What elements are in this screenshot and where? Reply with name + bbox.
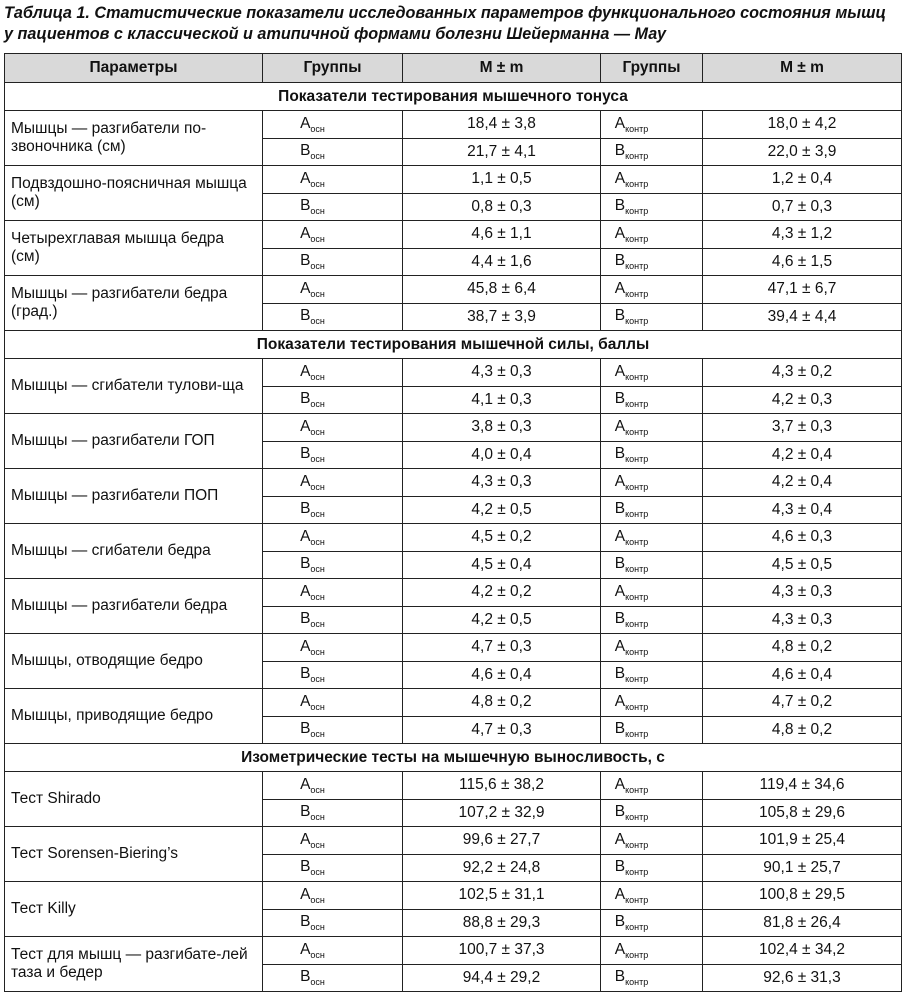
group-subscript: осн — [310, 509, 325, 520]
group-subscript: осн — [310, 812, 325, 823]
value-cell: 115,6 ± 38,2 — [403, 772, 601, 800]
value-cell: 4,3 ± 0,3 — [403, 469, 601, 497]
group-letter: A — [300, 830, 311, 848]
group-cell — [263, 138, 403, 166]
table-row — [5, 827, 902, 855]
value-cell: 3,8 ± 0,3 — [403, 414, 601, 442]
value-cell: 4,3 ± 1,2 — [703, 221, 902, 249]
group-cell — [601, 964, 703, 992]
value-cell: 92,6 ± 31,3 — [703, 964, 902, 992]
group-cell — [601, 386, 703, 414]
param-name: Мышцы — разгибатели ГОП — [5, 414, 263, 469]
value-cell: 101,9 ± 25,4 — [703, 827, 902, 855]
value-cell: 4,3 ± 0,3 — [403, 359, 601, 387]
group-subscript: контр — [625, 426, 649, 437]
group-cell — [601, 634, 703, 662]
group-letter: B — [614, 665, 626, 683]
group-letter: B — [300, 665, 311, 683]
section-row — [5, 744, 902, 772]
group-subscript: контр — [625, 564, 649, 575]
value-cell: 4,7 ± 0,3 — [403, 634, 601, 662]
group-subscript: контр — [625, 646, 649, 657]
group-letter: A — [300, 472, 311, 490]
group-subscript: осн — [310, 536, 325, 547]
group-subscript: контр — [625, 371, 649, 382]
group-letter: B — [300, 720, 311, 738]
value-cell: 4,8 ± 0,2 — [403, 689, 601, 717]
group-cell — [601, 414, 703, 442]
param-name: Мышцы, отводящие бедро — [5, 634, 263, 689]
value-cell: 18,0 ± 4,2 — [703, 111, 902, 139]
table-row — [5, 772, 902, 800]
header-mean-kontr: M ± m — [703, 54, 902, 83]
group-subscript: осн — [310, 123, 325, 134]
group-letter: B — [614, 610, 626, 628]
param-name: Мышцы — сгибатели тулови-ща — [5, 359, 263, 414]
group-cell — [601, 689, 703, 717]
group-subscript: контр — [625, 123, 649, 134]
group-cell — [263, 772, 403, 800]
param-name: Мышцы — разгибатели бедра (град.) — [5, 276, 263, 331]
table-row — [5, 634, 902, 662]
group-cell — [263, 166, 403, 194]
table-row — [5, 276, 902, 304]
group-subscript: контр — [625, 233, 649, 244]
group-letter: A — [300, 114, 311, 132]
value-cell: 18,4 ± 3,8 — [403, 111, 601, 139]
group-letter: B — [614, 500, 626, 518]
group-subscript: контр — [625, 206, 649, 217]
group-cell — [601, 909, 703, 937]
group-cell — [263, 964, 403, 992]
group-subscript: контр — [625, 591, 649, 602]
value-cell: 4,0 ± 0,4 — [403, 441, 601, 469]
value-cell: 92,2 ± 24,8 — [403, 854, 601, 882]
group-cell — [263, 799, 403, 827]
value-cell: 102,5 ± 31,1 — [403, 882, 601, 910]
table-row — [5, 524, 902, 552]
header-groups-kontr: Группы — [601, 54, 703, 83]
group-cell — [263, 193, 403, 221]
group-letter: A — [614, 637, 626, 655]
group-subscript: осн — [310, 977, 325, 988]
header-row — [5, 54, 902, 83]
value-cell: 4,3 ± 0,3 — [703, 606, 902, 634]
group-cell — [263, 937, 403, 965]
group-cell — [263, 303, 403, 331]
section-title: Показатели тестирования мышечной силы, баллы — [5, 331, 902, 359]
group-cell — [263, 524, 403, 552]
group-subscript: контр — [625, 784, 649, 795]
group-cell — [601, 166, 703, 194]
group-subscript: осн — [310, 922, 325, 933]
group-letter: A — [614, 472, 626, 490]
group-cell — [601, 193, 703, 221]
group-subscript: осн — [310, 949, 325, 960]
value-cell: 4,3 ± 0,4 — [703, 496, 902, 524]
param-name: Мышцы — сгибатели бедра — [5, 524, 263, 579]
data-table — [4, 53, 902, 992]
group-cell — [601, 827, 703, 855]
group-subscript: контр — [625, 536, 649, 547]
group-cell — [601, 579, 703, 607]
group-cell — [601, 496, 703, 524]
group-cell — [263, 359, 403, 387]
value-cell: 100,7 ± 37,3 — [403, 937, 601, 965]
group-cell — [601, 359, 703, 387]
group-cell — [601, 854, 703, 882]
group-subscript: осн — [310, 233, 325, 244]
value-cell: 4,6 ± 0,4 — [703, 661, 902, 689]
group-cell — [263, 496, 403, 524]
group-subscript: контр — [625, 288, 649, 299]
group-letter: B — [614, 858, 626, 876]
group-cell — [601, 799, 703, 827]
value-cell: 4,1 ± 0,3 — [403, 386, 601, 414]
group-cell — [601, 221, 703, 249]
group-subscript: осн — [310, 619, 325, 630]
value-cell: 3,7 ± 0,3 — [703, 414, 902, 442]
group-subscript: контр — [625, 261, 649, 272]
value-cell: 107,2 ± 32,9 — [403, 799, 601, 827]
group-subscript: контр — [625, 178, 649, 189]
group-subscript: осн — [310, 867, 325, 878]
group-cell — [601, 551, 703, 579]
group-cell — [263, 882, 403, 910]
param-name: Мышцы, приводящие бедро — [5, 689, 263, 744]
group-cell — [601, 661, 703, 689]
group-letter: B — [300, 968, 311, 986]
value-cell: 4,3 ± 0,2 — [703, 359, 902, 387]
group-cell — [263, 414, 403, 442]
table-row — [5, 414, 902, 442]
group-cell — [263, 386, 403, 414]
value-cell: 4,2 ± 0,2 — [403, 579, 601, 607]
value-cell: 94,4 ± 29,2 — [403, 964, 601, 992]
group-subscript: осн — [310, 701, 325, 712]
group-letter: A — [614, 940, 626, 958]
table-row — [5, 221, 902, 249]
group-letter: B — [300, 142, 311, 160]
group-letter: B — [300, 500, 311, 518]
group-subscript: контр — [625, 922, 649, 933]
group-cell — [263, 827, 403, 855]
header-groups-osn: Группы — [263, 54, 403, 83]
group-letter: A — [300, 527, 311, 545]
group-cell — [263, 221, 403, 249]
group-cell — [263, 854, 403, 882]
group-letter: A — [300, 775, 311, 793]
group-cell — [601, 524, 703, 552]
value-cell: 4,6 ± 0,3 — [703, 524, 902, 552]
group-cell — [601, 716, 703, 744]
group-subscript: контр — [625, 701, 649, 712]
value-cell: 4,5 ± 0,4 — [403, 551, 601, 579]
group-letter: B — [614, 142, 626, 160]
group-cell — [601, 138, 703, 166]
value-cell: 1,2 ± 0,4 — [703, 166, 902, 194]
value-cell: 102,4 ± 34,2 — [703, 937, 902, 965]
group-letter: A — [300, 692, 311, 710]
group-subscript: осн — [310, 784, 325, 795]
value-cell: 1,1 ± 0,5 — [403, 166, 601, 194]
value-cell: 4,2 ± 0,3 — [703, 386, 902, 414]
group-subscript: контр — [625, 674, 649, 685]
group-letter: A — [614, 830, 626, 848]
group-cell — [601, 111, 703, 139]
value-cell: 4,2 ± 0,4 — [703, 441, 902, 469]
value-cell: 100,8 ± 29,5 — [703, 882, 902, 910]
group-letter: A — [300, 637, 311, 655]
section-row — [5, 83, 902, 111]
group-subscript: осн — [310, 454, 325, 465]
group-letter: A — [614, 775, 626, 793]
group-letter: B — [614, 390, 626, 408]
group-subscript: осн — [310, 564, 325, 575]
param-name: Мышцы — разгибатели бедра — [5, 579, 263, 634]
header-params: Параметры — [5, 54, 263, 83]
value-cell: 4,8 ± 0,2 — [703, 716, 902, 744]
group-subscript: осн — [310, 316, 325, 327]
group-cell — [263, 579, 403, 607]
value-cell: 0,8 ± 0,3 — [403, 193, 601, 221]
group-subscript: осн — [310, 288, 325, 299]
value-cell: 4,6 ± 1,5 — [703, 248, 902, 276]
value-cell: 21,7 ± 4,1 — [403, 138, 601, 166]
group-letter: B — [300, 555, 311, 573]
group-subscript: осн — [310, 729, 325, 740]
group-subscript: контр — [625, 949, 649, 960]
group-cell — [263, 634, 403, 662]
value-cell: 90,1 ± 25,7 — [703, 854, 902, 882]
group-cell — [263, 661, 403, 689]
group-subscript: контр — [625, 316, 649, 327]
table-row — [5, 689, 902, 717]
value-cell: 4,7 ± 0,3 — [403, 716, 601, 744]
group-letter: B — [300, 307, 311, 325]
group-cell — [263, 606, 403, 634]
group-subscript: осн — [310, 261, 325, 272]
group-letter: A — [614, 224, 626, 242]
section-row — [5, 331, 902, 359]
group-letter: B — [614, 913, 626, 931]
group-subscript: осн — [310, 206, 325, 217]
value-cell: 4,2 ± 0,4 — [703, 469, 902, 497]
value-cell: 4,6 ± 0,4 — [403, 661, 601, 689]
group-letter: A — [614, 582, 626, 600]
table-row — [5, 359, 902, 387]
value-cell: 99,6 ± 27,7 — [403, 827, 601, 855]
param-name: Тест Sorensen-Biering’s — [5, 827, 263, 882]
group-letter: B — [614, 555, 626, 573]
group-cell — [601, 441, 703, 469]
group-subscript: контр — [625, 509, 649, 520]
value-cell: 0,7 ± 0,3 — [703, 193, 902, 221]
group-subscript: контр — [625, 151, 649, 162]
value-cell: 38,7 ± 3,9 — [403, 303, 601, 331]
param-name: Тест для мышц — разгибате-лей таза и бедер — [5, 937, 263, 992]
group-subscript: осн — [310, 178, 325, 189]
group-cell — [263, 469, 403, 497]
group-cell — [601, 882, 703, 910]
group-subscript: контр — [625, 481, 649, 492]
group-cell — [263, 551, 403, 579]
param-name: Мышцы — разгибатели ПОП — [5, 469, 263, 524]
table-row — [5, 111, 902, 139]
group-subscript: контр — [625, 399, 649, 410]
table-row — [5, 937, 902, 965]
group-cell — [263, 276, 403, 304]
group-cell — [263, 111, 403, 139]
param-name: Подвздошно-поясничная мышца (см) — [5, 166, 263, 221]
table-caption: Таблица 1. Статистические показатели исследованных параметров функционального состояния мышц у пациентов с классической и атипичной формами болезни Шейерманна — Мау — [4, 4, 886, 43]
group-subscript: осн — [310, 481, 325, 492]
group-letter: B — [300, 197, 311, 215]
group-cell — [263, 441, 403, 469]
group-subscript: осн — [310, 371, 325, 382]
value-cell: 88,8 ± 29,3 — [403, 909, 601, 937]
value-cell: 4,4 ± 1,6 — [403, 248, 601, 276]
value-cell: 4,8 ± 0,2 — [703, 634, 902, 662]
value-cell: 4,7 ± 0,2 — [703, 689, 902, 717]
group-cell — [263, 909, 403, 937]
group-letter: A — [300, 279, 311, 297]
group-letter: B — [614, 252, 626, 270]
group-letter: A — [614, 169, 626, 187]
table-row — [5, 882, 902, 910]
group-letter: A — [614, 362, 626, 380]
value-cell: 105,8 ± 29,6 — [703, 799, 902, 827]
group-cell — [263, 248, 403, 276]
group-cell — [263, 689, 403, 717]
group-letter: B — [300, 445, 311, 463]
group-letter: B — [614, 968, 626, 986]
value-cell: 45,8 ± 6,4 — [403, 276, 601, 304]
group-subscript: контр — [625, 894, 649, 905]
group-letter: B — [614, 803, 626, 821]
group-subscript: контр — [625, 839, 649, 850]
param-name: Тест Shirado — [5, 772, 263, 827]
group-letter: B — [614, 307, 626, 325]
group-subscript: осн — [310, 646, 325, 657]
group-letter: A — [614, 279, 626, 297]
value-cell: 47,1 ± 6,7 — [703, 276, 902, 304]
group-letter: A — [614, 885, 626, 903]
group-letter: A — [300, 362, 311, 380]
group-subscript: контр — [625, 454, 649, 465]
group-letter: B — [614, 197, 626, 215]
group-letter: B — [300, 913, 311, 931]
value-cell: 4,6 ± 1,1 — [403, 221, 601, 249]
group-subscript: осн — [310, 591, 325, 602]
param-name: Четырехглавая мышца бедра (см) — [5, 221, 263, 276]
param-name: Мышцы — разгибатели по-звоночника (см) — [5, 111, 263, 166]
value-cell: 39,4 ± 4,4 — [703, 303, 902, 331]
group-letter: A — [614, 527, 626, 545]
table-row — [5, 469, 902, 497]
group-cell — [601, 469, 703, 497]
group-subscript: контр — [625, 729, 649, 740]
group-letter: B — [300, 610, 311, 628]
section-title: Изометрические тесты на мышечную выносливость, с — [5, 744, 902, 772]
param-name: Тест Killy — [5, 882, 263, 937]
header-mean-osn: M ± m — [403, 54, 601, 83]
group-letter: A — [300, 582, 311, 600]
value-cell: 4,2 ± 0,5 — [403, 606, 601, 634]
group-subscript: осн — [310, 426, 325, 437]
group-cell — [263, 716, 403, 744]
group-subscript: осн — [310, 674, 325, 685]
value-cell: 22,0 ± 3,9 — [703, 138, 902, 166]
group-cell — [601, 303, 703, 331]
group-letter: A — [614, 114, 626, 132]
table-row — [5, 166, 902, 194]
table-body — [5, 83, 902, 992]
group-letter: A — [300, 885, 311, 903]
value-cell: 4,3 ± 0,3 — [703, 579, 902, 607]
group-letter: B — [300, 803, 311, 821]
group-letter: B — [300, 390, 311, 408]
group-subscript: осн — [310, 399, 325, 410]
group-subscript: осн — [310, 894, 325, 905]
table-row — [5, 579, 902, 607]
group-subscript: контр — [625, 619, 649, 630]
group-cell — [601, 772, 703, 800]
group-cell — [601, 248, 703, 276]
group-subscript: контр — [625, 867, 649, 878]
group-subscript: контр — [625, 977, 649, 988]
group-letter: A — [614, 417, 626, 435]
value-cell: 4,5 ± 0,5 — [703, 551, 902, 579]
section-title: Показатели тестирования мышечного тонуса — [5, 83, 902, 111]
value-cell: 4,5 ± 0,2 — [403, 524, 601, 552]
group-letter: B — [300, 252, 311, 270]
group-letter: B — [614, 445, 626, 463]
group-subscript: осн — [310, 839, 325, 850]
group-letter: A — [300, 169, 311, 187]
group-letter: A — [614, 692, 626, 710]
group-letter: B — [614, 720, 626, 738]
group-cell — [601, 276, 703, 304]
group-letter: A — [300, 224, 311, 242]
group-cell — [601, 937, 703, 965]
group-letter: B — [300, 858, 311, 876]
value-cell: 4,2 ± 0,5 — [403, 496, 601, 524]
value-cell: 119,4 ± 34,6 — [703, 772, 902, 800]
group-subscript: осн — [310, 151, 325, 162]
group-cell — [601, 606, 703, 634]
group-letter: A — [300, 940, 311, 958]
group-letter: A — [300, 417, 311, 435]
group-subscript: контр — [625, 812, 649, 823]
value-cell: 81,8 ± 26,4 — [703, 909, 902, 937]
